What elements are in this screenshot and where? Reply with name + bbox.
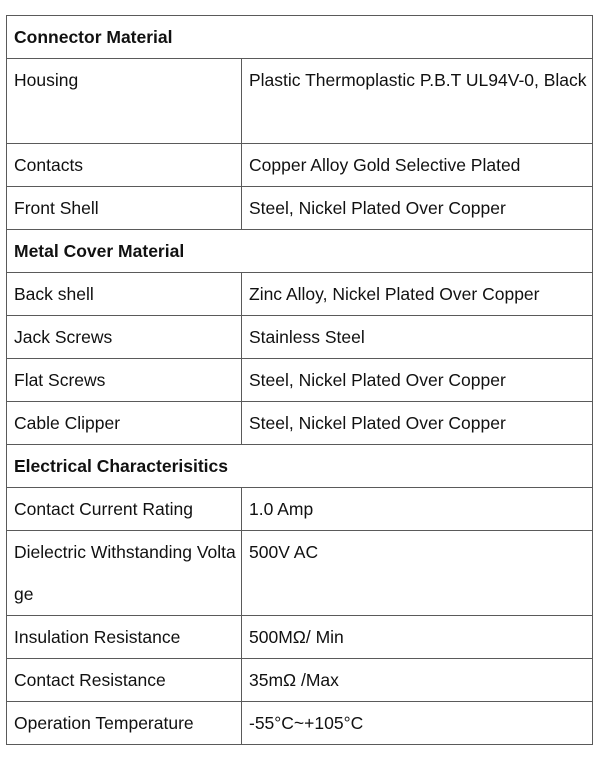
section-title: Electrical Characterisitics — [7, 445, 593, 488]
row-label: Back shell — [7, 273, 242, 316]
row-label: Dielectric Withstanding Voltage — [7, 531, 242, 616]
table-row — [7, 273, 593, 316]
table-row — [7, 616, 593, 659]
row-value: Steel, Nickel Plated Over Copper — [242, 187, 593, 230]
table-row — [7, 316, 593, 359]
row-value: 500V AC — [242, 531, 593, 616]
row-label: Flat Screws — [7, 359, 242, 402]
table-row — [7, 702, 593, 745]
row-value: 1.0 Amp — [242, 488, 593, 531]
table-row — [7, 659, 593, 702]
row-label: Contacts — [7, 144, 242, 187]
section-header-metal-cover-material — [7, 230, 593, 273]
row-value: -55°C~+105°C — [242, 702, 593, 745]
row-label: Cable Clipper — [7, 402, 242, 445]
table-row — [7, 488, 593, 531]
table-row — [7, 187, 593, 230]
row-label: Jack Screws — [7, 316, 242, 359]
table-row — [7, 144, 593, 187]
row-value: Plastic Thermoplastic P.B.T UL94V-0, Black — [242, 59, 593, 144]
row-label: Insulation Resistance — [7, 616, 242, 659]
table-row — [7, 359, 593, 402]
row-value: Steel, Nickel Plated Over Copper — [242, 359, 593, 402]
table-row — [7, 531, 593, 616]
section-title: Connector Material — [7, 16, 593, 59]
row-label: Front Shell — [7, 187, 242, 230]
table-row — [7, 59, 593, 144]
section-header-electrical-characteristics — [7, 445, 593, 488]
table-row — [7, 402, 593, 445]
row-value: Zinc Alloy, Nickel Plated Over Copper — [242, 273, 593, 316]
section-title: Metal Cover Material — [7, 230, 593, 273]
row-value: 500MΩ/ Min — [242, 616, 593, 659]
row-value: Stainless Steel — [242, 316, 593, 359]
section-header-connector-material — [7, 16, 593, 59]
row-value: Copper Alloy Gold Selective Plated — [242, 144, 593, 187]
row-value: Steel, Nickel Plated Over Copper — [242, 402, 593, 445]
spec-table — [6, 15, 593, 745]
row-value: 35mΩ /Max — [242, 659, 593, 702]
row-label: Contact Resistance — [7, 659, 242, 702]
row-label: Operation Temperature — [7, 702, 242, 745]
row-label: Housing — [7, 59, 242, 144]
row-label: Contact Current Rating — [7, 488, 242, 531]
